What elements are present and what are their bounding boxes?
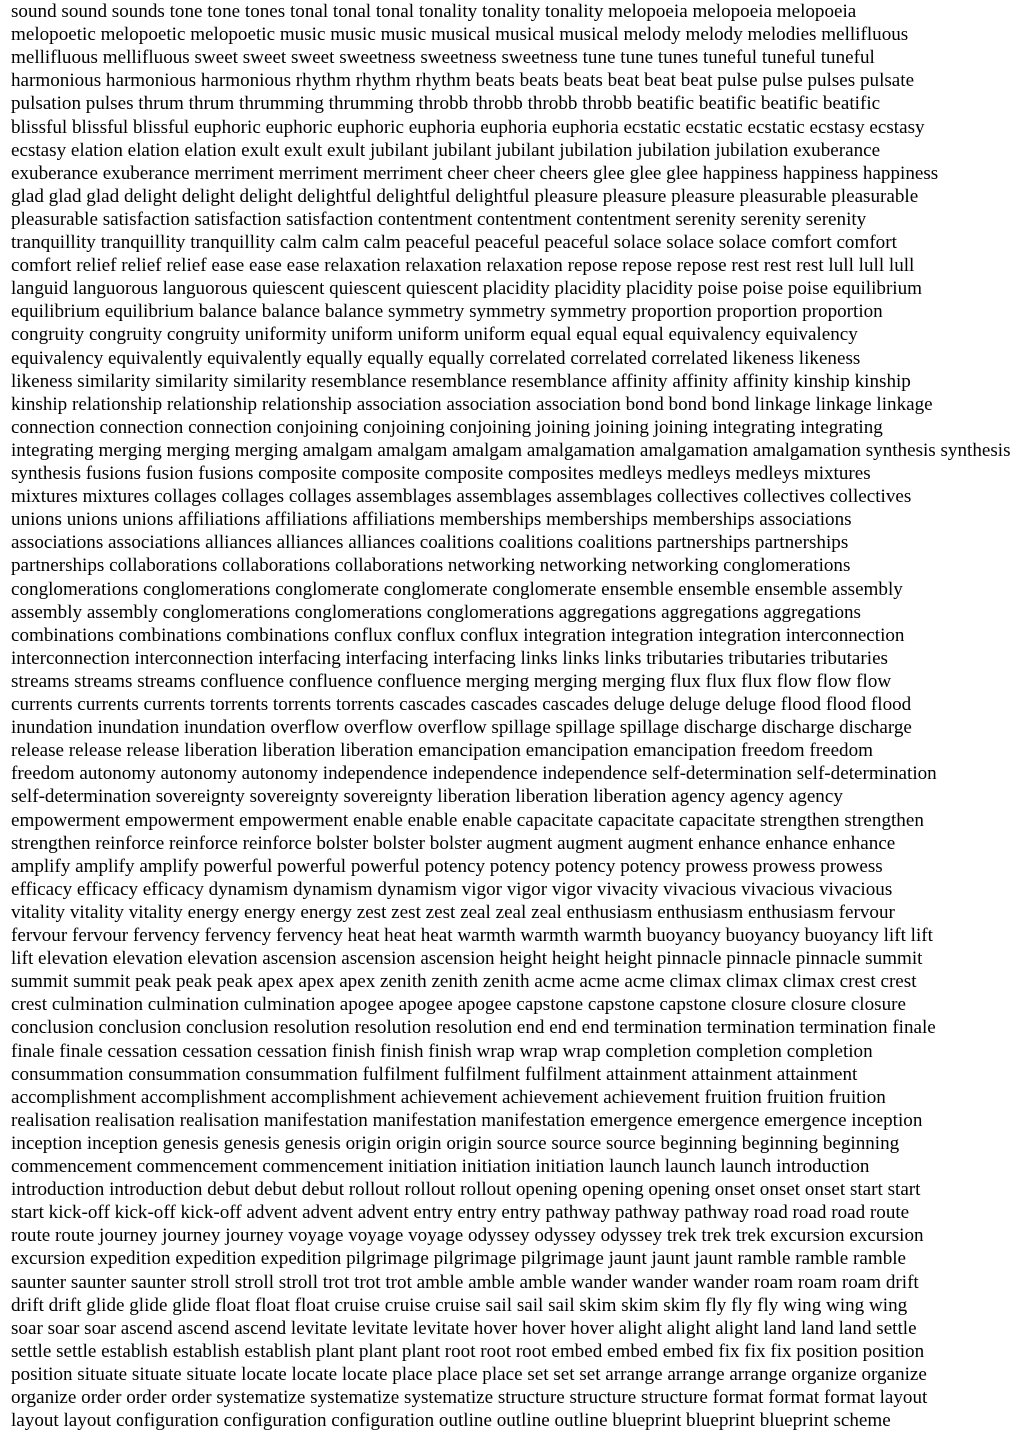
text-line: melopoetic melopoetic melopoetic music music music musical musical musical melody melody melodies mellifluous	[11, 24, 909, 46]
text-line: layout layout configuration configuration configuration outline outline outline blueprint blueprint blueprint scheme	[11, 1410, 891, 1432]
text-line: comfort relief relief relief ease ease ease relaxation relaxation relaxation repose repose repose rest rest rest lull lull lull	[11, 255, 915, 277]
text-line: mixtures mixtures collages collages collages assemblages assemblages assemblages collectives collectives collectives	[11, 486, 912, 508]
text-line: equivalency equivalently equivalently equally equally equally correlated correlated correlated likeness likeness	[11, 347, 861, 369]
text-line: likeness similarity similarity similarity resemblance resemblance resemblance affinity affinity affinity kinship kinship	[11, 370, 911, 392]
text-line: saunter saunter saunter stroll stroll stroll trot trot trot amble amble amble wander wander wander roam roam roam drift	[11, 1271, 919, 1293]
text-line: connection connection connection conjoining conjoining conjoining joining joining joining integrating integrating	[11, 416, 883, 438]
text-line: streams streams streams confluence confluence confluence merging merging merging flux flux flux flow flow flow	[11, 670, 892, 692]
text-line: strengthen reinforce reinforce reinforce bolster bolster bolster augment augment augment enhance enhance enhance	[11, 832, 896, 854]
text-line: partnerships collaborations collaborations collaborations networking networking networking conglomerations	[11, 555, 851, 577]
text-line: interconnection interconnection interfacing interfacing interfacing links links links tributaries tributaries tributaries	[11, 647, 888, 669]
text-line: harmonious harmonious harmonious rhythm rhythm rhythm beats beats beats beat beat beat pulse pulse pulses pulsate	[11, 70, 915, 92]
text-line: realisation realisation realisation manifestation manifestation manifestation emergence emergence emergence inception	[11, 1109, 923, 1131]
text-line: freedom autonomy autonomy autonomy independence independence independence self-determination self-determination	[11, 763, 937, 785]
text-line: equilibrium equilibrium balance balance balance symmetry symmetry symmetry proportion proportion proportion	[11, 301, 883, 323]
text-line: consummation consummation consummation fulfilment fulfilment fulfilment attainment attainment attainment	[11, 1063, 858, 1085]
text-line: unions unions unions affiliations affiliations affiliations memberships memberships memberships associations	[11, 509, 852, 531]
text-line: self-determination sovereignty sovereignty sovereignty liberation liberation liberation agency agency agency	[11, 786, 843, 808]
text-line: lift elevation elevation elevation ascension ascension ascension height height height pinnacle pinnacle pinnacle summit	[11, 948, 923, 970]
text-line: inundation inundation inundation overflow overflow overflow spillage spillage spillage discharge discharge discharge	[11, 717, 912, 739]
text-line: sound sound sounds tone tone tones tonal tonal tonal tonality tonality tonality melopoeia melopoeia melopoeia	[11, 1, 857, 22]
text-line: organize order order order systematize systematize systematize structure structure structure format format format layout	[11, 1387, 928, 1408]
text-line: accomplishment accomplishment accomplishment achievement achievement achievement fruition fruition fruition	[11, 1086, 886, 1108]
text-line: congruity congruity congruity uniformity uniform uniform uniform equal equal equal equivalency equivalency	[11, 324, 858, 346]
text-line: amplify amplify amplify powerful powerful powerful potency potency potency potency prowess prowess prowess	[11, 855, 883, 877]
text-line: pulsation pulses thrum thrum thrumming thrumming throbb throbb throbb throbb beatific beatific beatific beatific	[11, 93, 881, 115]
text-line: summit summit peak peak peak apex apex apex zenith zenith zenith acme acme acme climax climax climax crest crest	[11, 971, 917, 993]
text-line: combinations combinations combinations conflux conflux conflux integration integration integration interconnection	[11, 624, 905, 646]
text-line: position situate situate situate locate locate locate place place place set set set arrange arrange arrange organize organize	[11, 1363, 927, 1385]
text-line: fervour fervour fervency fervency fervency heat heat heat warmth warmth warmth buoyancy buoyancy buoyancy lift lift	[11, 925, 933, 946]
text-line: associations associations alliances alliances alliances coalitions coalitions coalitions partnerships partnerships	[11, 532, 849, 554]
text-line: empowerment empowerment empowerment enable enable enable capacitate capacitate capacitate strengthen strengthen	[11, 809, 924, 831]
text-line: languid languorous languorous quiescent quiescent quiescent placidity placidity placidity poise poise poise equilibrium	[11, 278, 922, 300]
text-line: efficacy efficacy efficacy dynamism dynamism dynamism vigor vigor vigor vivacity vivacious vivacious vivacious	[11, 878, 893, 900]
text-line: integrating merging merging merging amalgam amalgam amalgam amalgamation amalgamation amalgamation synthesis synthesis	[11, 439, 1011, 461]
text-line: drift drift glide glide glide float float float cruise cruise cruise sail sail sail skim skim skim fly fly fly wing wing wing	[11, 1294, 908, 1316]
text-line: introduction introduction debut debut debut rollout rollout rollout opening opening opening onset onset onset start start	[11, 1179, 921, 1201]
text-line: crest culmination culmination culmination apogee apogee apogee capstone capstone capstone closure closure closure	[11, 994, 906, 1016]
text-line: excursion expedition expedition expedition pilgrimage pilgrimage pilgrimage jaunt jaunt jaunt ramble ramble ramble	[11, 1248, 907, 1270]
text-line: ecstasy elation elation elation exult exult exult jubilant jubilant jubilant jubilation jubilation jubilation exuberance	[11, 139, 881, 161]
text-line: route route journey journey journey voyage voyage voyage odyssey odyssey odyssey trek trek trek excursion excursion	[11, 1225, 924, 1247]
text-line: tranquillity tranquillity tranquillity calm calm calm peaceful peaceful peaceful solace solace solace comfort comfort	[11, 232, 897, 253]
text-line: assembly assembly conglomerations conglomerations conglomerations aggregations aggregations aggregations	[11, 601, 861, 623]
text-line: exuberance exuberance merriment merriment merriment cheer cheer cheers glee glee glee happiness happiness happiness	[11, 162, 939, 184]
text-line: settle settle establish establish establish plant plant plant root root root embed embed embed fix fix fix position position	[11, 1340, 925, 1362]
text-line: conclusion conclusion conclusion resolution resolution resolution end end end termination termination termination finale	[11, 1017, 936, 1039]
text-line: pleasurable satisfaction satisfaction satisfaction contentment contentment contentment serenity serenity serenity	[11, 208, 867, 230]
text-line: start kick-off kick-off kick-off advent advent advent entry entry entry pathway pathway pathway road road road route	[11, 1202, 910, 1224]
text-line: synthesis fusions fusion fusions composite composite composite composites medleys medleys medleys mixtures	[11, 463, 871, 484]
text-line: currents currents currents torrents torrents torrents cascades cascades cascades deluge deluge deluge flood flood flood	[11, 694, 912, 715]
text-line: kinship relationship relationship relationship association association association bond bond bond linkage linkage linkage	[11, 393, 933, 415]
text-line: mellifluous mellifluous sweet sweet sweet sweetness sweetness sweetness tune tune tunes tuneful tuneful tuneful	[11, 47, 875, 69]
text-line: glad glad glad delight delight delight delightful delightful delightful pleasure pleasure pleasure pleasurable pleasurable	[11, 185, 919, 207]
text-line: conglomerations conglomerations conglomerate conglomerate conglomerate ensemble ensemble ensemble assembly	[11, 578, 903, 600]
text-line: blissful blissful blissful euphoric euphoric euphoric euphoria euphoria euphoria ecstatic ecstatic ecstatic ecstasy ecstasy	[11, 116, 925, 138]
text-line: commencement commencement commencement initiation initiation initiation launch launch launch introduction	[11, 1156, 870, 1177]
text-line: release release release liberation liberation liberation emancipation emancipation emancipation freedom freedom	[11, 740, 873, 762]
text-line: vitality vitality vitality energy energy energy zest zest zest zeal zeal zeal enthusiasm enthusiasm enthusiasm fervour	[11, 901, 895, 923]
text-line: soar soar soar ascend ascend ascend levitate levitate levitate hover hover hover alight alight alight land land land settle	[11, 1317, 917, 1339]
text-line: inception inception genesis genesis genesis origin origin origin source source source beginning beginning beginning	[11, 1132, 900, 1154]
text-line: finale finale cessation cessation cessation finish finish finish wrap wrap wrap completion completion completion	[11, 1040, 873, 1062]
